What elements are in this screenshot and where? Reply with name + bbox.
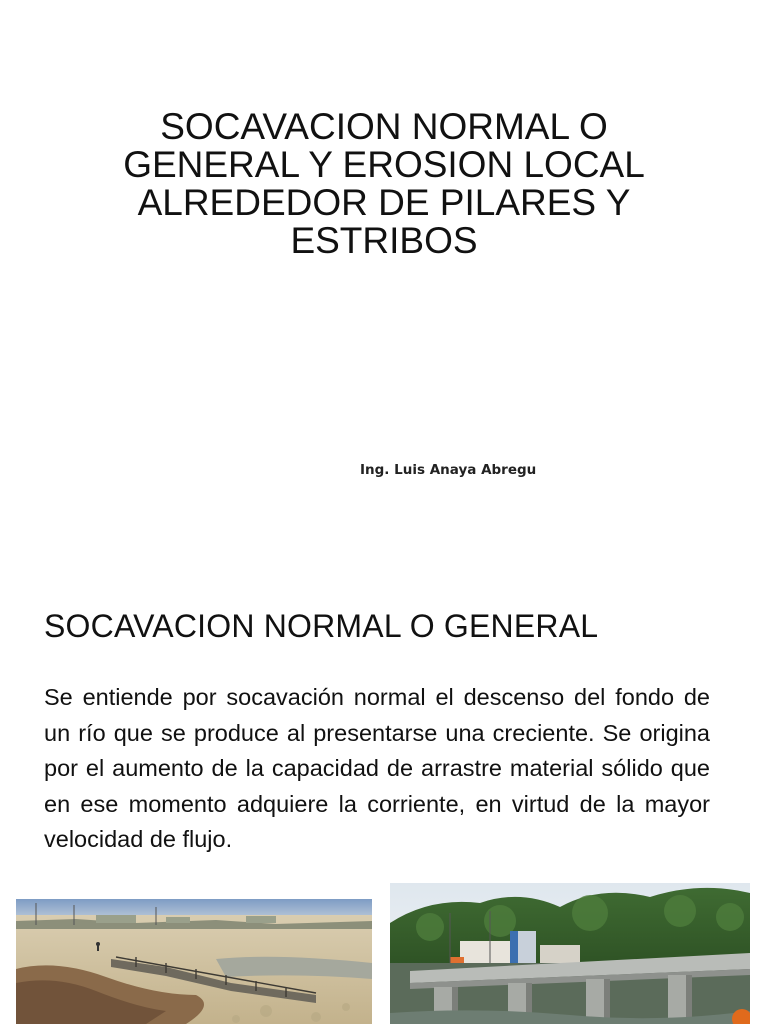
content-slide — [0, 570, 768, 1024]
title-line: SOCAVACION NORMAL O — [160, 106, 608, 147]
title-line: ALREDEDOR DE PILARES Y — [137, 182, 631, 223]
bridge-piers-photo — [390, 883, 750, 1024]
title-line: GENERAL Y EROSION LOCAL — [123, 144, 645, 185]
author-name: Ing. Luis Anaya Abregu — [360, 462, 537, 478]
slide-title — [40, 108, 728, 260]
definition-paragraph: Se entiende por socavación normal el descenso del fondo de un río que se produce al presentarse una creciente. Se origina por el aumento de la capacidad de arrastre material sólido que en ese momento adquiere la corriente, en virtud de la mayor velocidad de flujo. — [44, 684, 710, 852]
title-line: ESTRIBOS — [290, 220, 478, 261]
section-heading: SOCAVACION NORMAL O GENERAL — [44, 608, 599, 644]
collapsed-bridge-photo — [16, 899, 372, 1024]
